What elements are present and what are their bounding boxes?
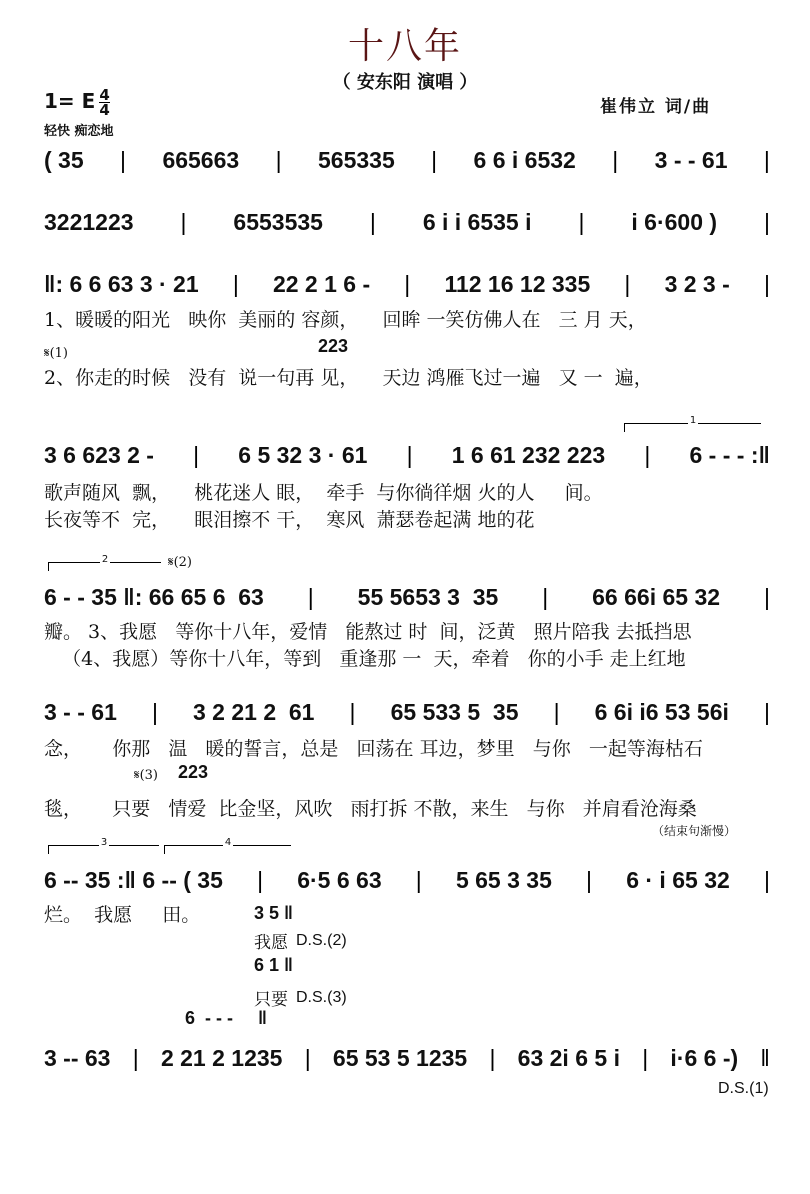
measure: 3 2 3 -: [664, 270, 730, 297]
measure: 112 16 12 335: [444, 270, 591, 297]
measure: 6·5 6 63: [297, 866, 382, 893]
key: 1= E: [44, 89, 96, 113]
bar-line: |: [763, 583, 770, 610]
notation-row: [44, 865, 770, 895]
lyric-line: 毯， 只要 情爱 比金坚，风吹 雨打拆 不散，来生 与你 并肩看沧海桑: [44, 798, 697, 820]
lyric-line: 念， 你那 温 暖的誓言，总是 回荡在 耳边，梦里 与你 一起等海枯石: [44, 738, 703, 760]
song-title: 十八年: [347, 26, 462, 67]
lyric-line: （4、我愿）等你十八年，等到 重逢那 一 天，牵着 你的小手 走上红地: [44, 648, 686, 670]
measure: ( 35: [44, 146, 84, 173]
notation-row: [44, 440, 770, 470]
measure: 3221223: [44, 208, 134, 235]
bar-line: |: [763, 270, 770, 297]
alt-notes: 223: [178, 762, 209, 782]
bar-line: |: [431, 146, 438, 173]
measure: 63 2i 6 5 i: [517, 1044, 620, 1071]
measure: 6 6i i6 53 56i: [594, 698, 729, 725]
bar-line: |: [489, 1044, 496, 1071]
measure: 55 5653 3 35: [357, 583, 499, 610]
bar-line: |: [275, 146, 282, 173]
composer-credit: 崔伟立 词/曲: [600, 97, 712, 117]
bar-line: |: [349, 698, 356, 725]
bar-line: |: [763, 208, 770, 235]
measure: 665663: [162, 146, 240, 173]
measure: 6 5 32 3 · 61: [238, 441, 368, 468]
notation-row: [44, 269, 770, 299]
notation-row: [44, 697, 770, 727]
bar-line: |: [578, 208, 585, 235]
lyric-line: 长夜等不 完， 眼泪擦不 干， 寒风 萧瑟卷起满 地的花: [44, 509, 535, 531]
measure: 6 - - - :‖: [689, 441, 770, 468]
bar-line: |: [120, 146, 127, 173]
notation-row: [44, 1043, 770, 1073]
lyric-line: 1、暖暖的阳光 映你 美丽的 容颜， 回眸 一笑仿佛人在 三 月 天，: [44, 309, 647, 331]
bar-line: |: [553, 698, 560, 725]
bar-line: |: [763, 146, 770, 173]
measure: 6 - - 35 ‖: 66 65 6 63: [44, 583, 264, 610]
lyric-line: 瓣。 3、我愿 等你十八年，爱情 能熬过 时 间，泛黄 照片陪我 去抵挡思: [44, 621, 692, 643]
measure: 3 -- 63: [44, 1044, 111, 1071]
bar-line: |: [542, 583, 549, 610]
bar-line: |: [193, 441, 200, 468]
bar-line: |: [304, 1044, 311, 1071]
alt-ending-2-lyric: 只要: [254, 990, 288, 1010]
measure: 65 533 5 35: [390, 698, 519, 725]
measure: 3 2 21 2 61: [192, 698, 315, 725]
alt-ending-1-lyric: 我愿: [254, 933, 288, 953]
bar-line: |: [763, 866, 770, 893]
measure: 1 6 61 232 223: [451, 441, 606, 468]
lyric-line: 歌声随风 飘， 桃花迷人 眼， 牵手 与你徜徉烟 火的人 间。: [44, 482, 603, 504]
bar-line: ‖: [760, 1044, 770, 1071]
measure: 6 -- 35 :‖ 6 -- ( 35: [44, 866, 223, 893]
lyric-line: 2、你走的时候 没有 说一句再 见， 天边 鸿雁飞过一遍 又 一 遍，: [44, 367, 653, 389]
measure: 6 i i 6535 i: [422, 208, 532, 235]
notation-row: [44, 207, 770, 237]
volta-label: 2: [101, 554, 109, 565]
bar-line: |: [369, 208, 376, 235]
bar-line: |: [644, 441, 651, 468]
time-top: 4: [99, 86, 110, 104]
bar-line: |: [642, 1044, 649, 1071]
time-signature: [99, 88, 109, 117]
volta-label: 1: [689, 415, 697, 426]
key-signature: [44, 88, 110, 117]
measure: 22 2 1 6 -: [272, 270, 371, 297]
volta-1: [624, 415, 761, 432]
bar-line: |: [406, 441, 413, 468]
volta-label: 4: [224, 837, 232, 848]
notation-row: [44, 145, 770, 175]
volta-3: [48, 837, 159, 854]
measure: i 6·600 ): [631, 208, 718, 235]
bar-line: |: [612, 146, 619, 173]
measure: 5 65 3 35: [455, 866, 552, 893]
volta-label: 3: [100, 837, 108, 848]
notation-row: [44, 582, 770, 612]
ending-instruction: （结束句渐慢）: [652, 824, 737, 838]
measure: i·6 6 -): [670, 1044, 739, 1071]
alt-ending-2-notes: 6 1 ‖: [254, 955, 293, 975]
bar-line: |: [257, 866, 264, 893]
singer-credit: （ 安东阳 演唱 ）: [332, 72, 478, 93]
volta-4: [164, 837, 291, 854]
ds-3: D.S.(3): [296, 989, 347, 1006]
bar-line: |: [404, 270, 411, 297]
bar-line: |: [307, 583, 314, 610]
ds-1: D.S.(1): [718, 1080, 769, 1097]
alt-ending-3-notes: 6 - - - ‖: [185, 1008, 267, 1028]
measure: 3 - - 61: [44, 698, 117, 725]
measure: 66 66i 65 32: [592, 583, 721, 610]
measure: 6 · i 65 32: [626, 866, 730, 893]
ds-2: D.S.(2): [296, 932, 347, 949]
measure: 3 6 623 2 -: [44, 441, 154, 468]
bar-line: |: [151, 698, 158, 725]
bar-line: |: [586, 866, 593, 893]
measure: 2 21 2 1235: [160, 1044, 283, 1071]
bar-line: |: [763, 698, 770, 725]
volta-2: [48, 554, 161, 571]
segno-2: 𝄋(2): [168, 555, 193, 570]
bar-line: |: [132, 1044, 139, 1071]
measure: ‖: 6 6 63 3 · 21: [44, 270, 199, 297]
bar-line: |: [624, 270, 631, 297]
measure: 65 53 5 1235: [332, 1044, 468, 1071]
time-bottom: 4: [99, 101, 110, 119]
segno-1: 𝄋(1): [44, 346, 69, 361]
bar-line: |: [232, 270, 239, 297]
lyric-line: 烂。 我愿 田。: [44, 904, 201, 926]
alt-ending-1-notes: 3 5 ‖: [254, 903, 293, 923]
measure: 6 6 i 6532: [473, 146, 576, 173]
measure: 3 - - 61: [654, 146, 728, 173]
measure: 6553535: [233, 208, 323, 235]
tempo-marking: 轻快 痴恋地: [44, 124, 114, 139]
measure: 565335: [317, 146, 395, 173]
alt-notes: 223: [318, 336, 349, 356]
bar-line: |: [180, 208, 187, 235]
segno-3: 𝄋(3): [134, 768, 159, 783]
bar-line: |: [415, 866, 422, 893]
